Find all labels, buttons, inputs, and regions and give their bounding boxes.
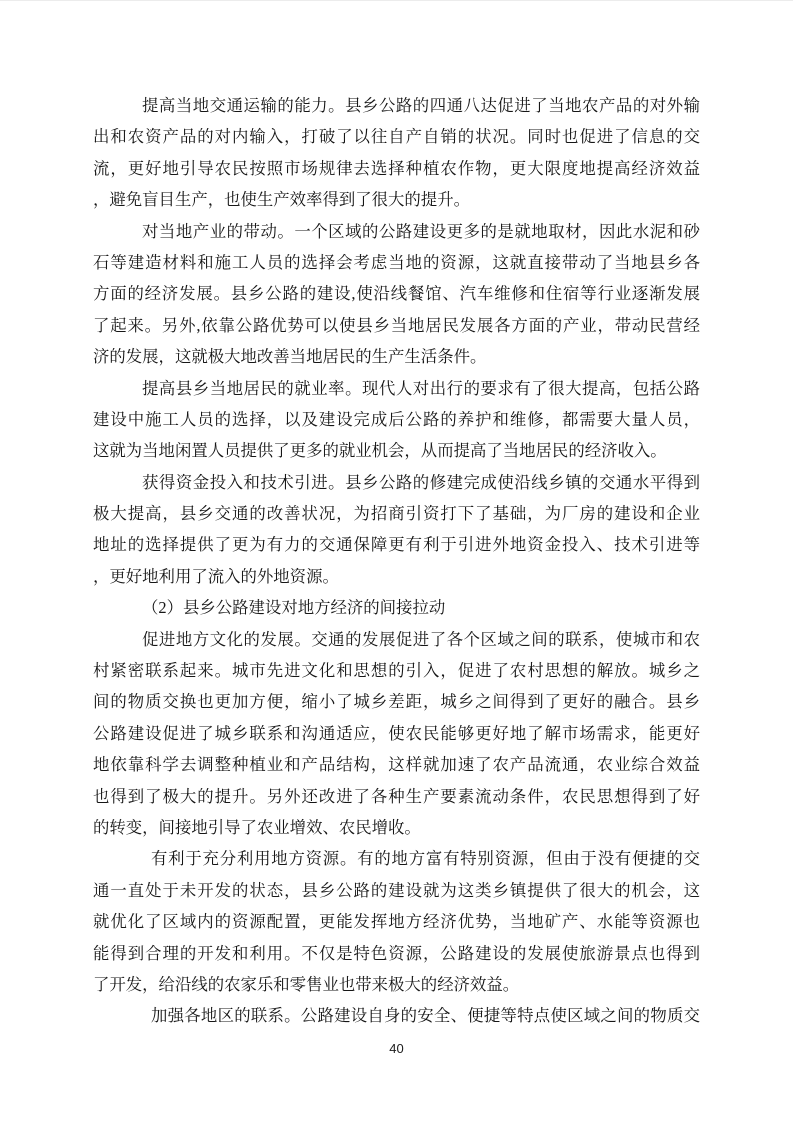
paragraph — [93, 216, 700, 373]
text-line: ，更好地利用了流入的外地资源。 — [93, 566, 339, 586]
paragraph — [93, 373, 700, 467]
text-line: 地址的选择提供了更为有力的交通保障更有利于引进外地资金投入、技术引进等 — [93, 535, 700, 555]
page-number: 40 — [389, 1040, 404, 1056]
text-line: 地依靠科学去调整种植业和产品结构，这样就加速了农产品流通，农业综合效益 — [93, 755, 700, 775]
text-line: 石等建造材料和施工人员的选择会考虑当地的资源，这就直接带动了当地县乡各 — [93, 252, 700, 272]
paragraph — [93, 624, 700, 844]
text-line: 建设中施工人员的选择，以及建设完成后公路的养护和维修，都需要大量人员， — [93, 409, 700, 429]
text-line: 有利于充分利用地方资源。有的地方富有特别资源，但由于没有便捷的交 — [151, 849, 700, 869]
text-line: 加强各地区的联系。公路建设自身的安全、便捷等特点使区域之间的物质交 — [151, 1006, 700, 1026]
section-heading-text: （2）县乡公路建设对地方经济的间接拉动 — [142, 598, 446, 618]
text-line: 获得资金投入和技术引进。县乡公路的修建完成使沿线乡镇的交通水平得到 — [142, 472, 700, 492]
text-line: 流，更好地引导农民按照市场规律去选择种植农作物，更大限度地提高经济效益 — [93, 158, 700, 178]
text-line: 村紧密联系起来。城市先进文化和思想的引入，促进了农村思想的解放。城乡之 — [93, 661, 700, 681]
text-line: 也得到了极大的提升。另外还改进了各种生产要素流动条件，农民思想得到了好 — [93, 786, 700, 806]
text-line: 提高县乡当地居民的就业率。现代人对出行的要求有了很大提高，包括公路 — [142, 378, 700, 398]
text-line: 公路建设促进了城乡联系和沟通适应，使农民能够更好地了解市场需求，能更好 — [93, 723, 700, 743]
text-line: 济的发展，这就极大地改善当地居民的生产生活条件。 — [93, 347, 487, 367]
text-line: 了起来。另外,依靠公路优势可以使县乡当地居民发展各方面的产业，带动民营经 — [93, 315, 700, 335]
text-line: 能得到合理的开发和利用。不仅是特色资源，公路建设的发展使旅游景点也得到 — [93, 943, 700, 963]
text-line: ，避免盲目生产，也使生产效率得到了很大的提升。 — [93, 190, 470, 210]
text-line: 的转变，间接地引导了农业增效、农民增收。 — [93, 817, 421, 837]
paragraph — [93, 90, 700, 216]
text-line: 提高当地交通运输的能力。县乡公路的四通八达促进了当地农产品的对外输 — [142, 96, 700, 115]
text-line: 极大提高，县乡交通的改善状况，为招商引资打下了基础，为厂房的建设和企业 — [93, 504, 700, 524]
text-line: 促进地方文化的发展。交通的发展促进了各个区域之间的联系，使城市和农 — [142, 629, 700, 649]
section-heading — [93, 592, 700, 623]
paragraph — [93, 843, 700, 1000]
paragraph — [93, 467, 700, 593]
text-line: 就优化了区域内的资源配置，更能发挥地方经济优势，当地矿产、水能等资源也 — [93, 912, 700, 932]
text-line: 方面的经济发展。县乡公路的建设,使沿线餐馆、汽车维修和住宿等行业逐渐发展 — [93, 284, 700, 304]
text-line: 出和农资产品的对内输入，打破了以往自产自销的状况。同时也促进了信息的交 — [93, 127, 700, 147]
text-line: 这就为当地闲置人员提供了更多的就业机会，从而提高了当地居民的经济收入。 — [93, 441, 667, 461]
text-line: 了开发，给沿线的农家乐和零售业也带来极大的经济效益。 — [93, 974, 520, 994]
text-line: 间的物质交换也更加方便，缩小了城乡差距，城乡之间得到了更好的融合。县乡 — [93, 692, 700, 712]
paragraph — [93, 1000, 700, 1031]
text-line: 对当地产业的带动。一个区域的公路建设更多的是就地取材，因此水泥和砂 — [142, 221, 700, 241]
text-line: 通一直处于未开发的状态，县乡公路的建设就为这类乡镇提供了很大的机会，这 — [93, 880, 700, 900]
